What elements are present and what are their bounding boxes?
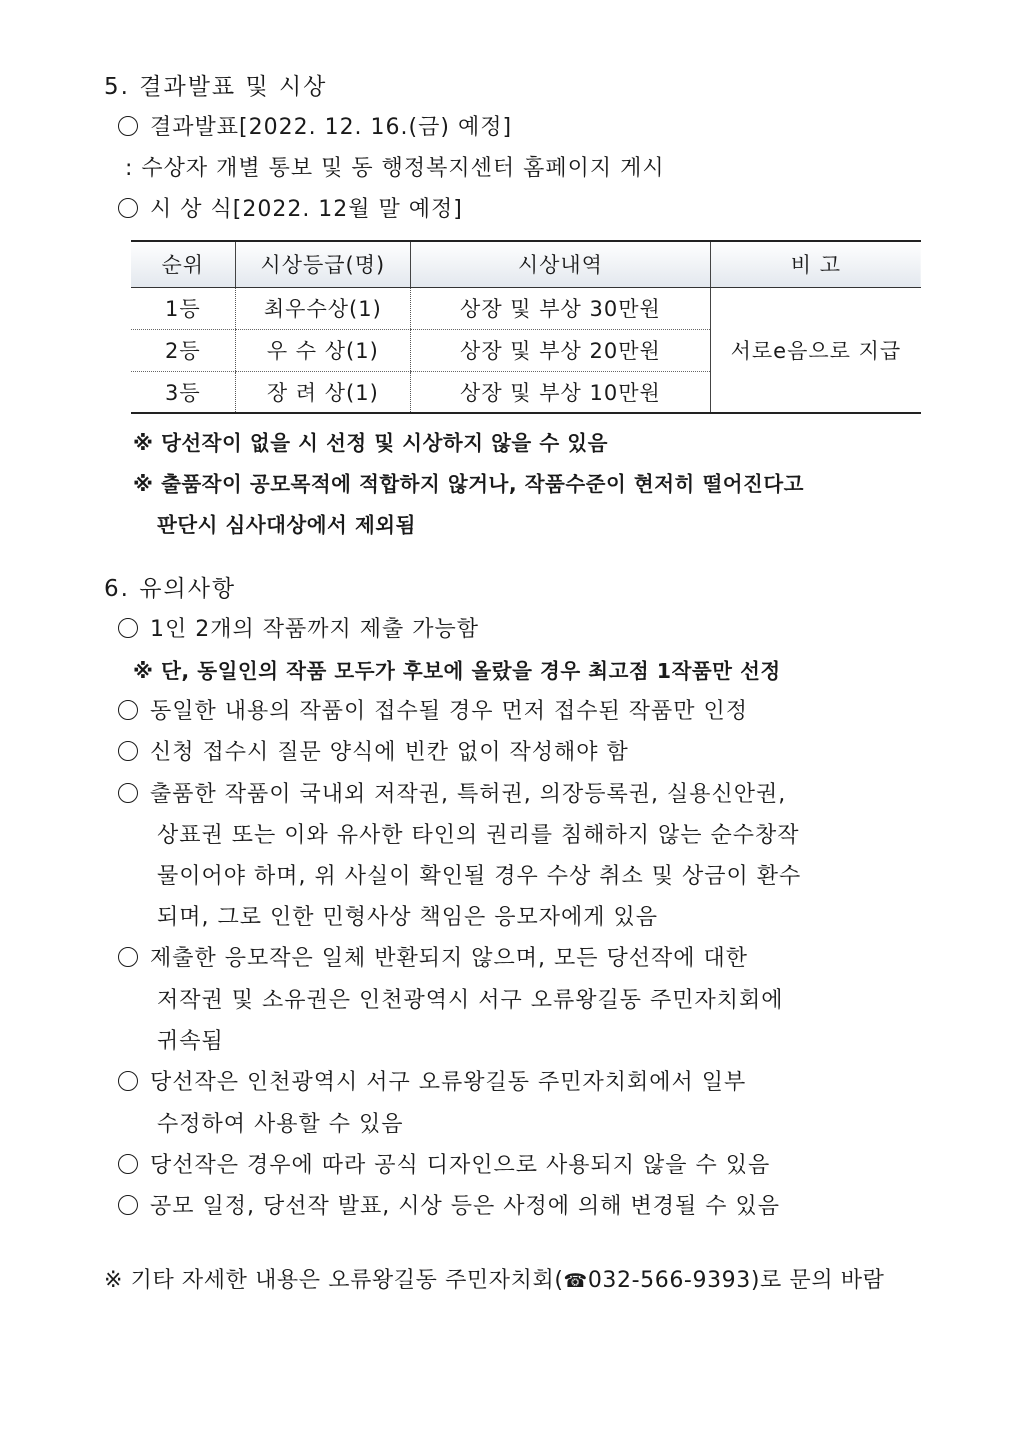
grade-cell: 최우수상(1) bbox=[235, 287, 410, 329]
result-note: : 수상자 개별 통보 및 동 행정복지센터 홈페이지 게시 bbox=[125, 156, 665, 181]
circle-bullet-icon bbox=[118, 618, 138, 638]
section5-heading: 5. 결과발표 및 시상 bbox=[104, 74, 328, 100]
list-item bbox=[118, 697, 748, 727]
footer-suffix: )로 문의 바람 bbox=[750, 1268, 885, 1293]
circle-bullet-icon bbox=[118, 947, 138, 967]
list-item bbox=[118, 780, 786, 810]
footer-prefix: ※ 기타 자세한 내용은 오류왕길동 주민자치회( bbox=[104, 1268, 564, 1293]
circle-bullet-icon bbox=[118, 1154, 138, 1174]
item-text: 당선작은 경우에 따라 공식 디자인으로 사용되지 않을 수 있음 bbox=[150, 1153, 771, 1178]
list-item bbox=[118, 1151, 770, 1181]
item-text: 공모 일정, 당선작 발표, 시상 등은 사정에 의해 변경될 수 있음 bbox=[150, 1194, 780, 1219]
item-text: 당선작은 인천광역시 서구 오류왕길동 주민자치회에서 일부 bbox=[150, 1070, 747, 1095]
item-continuation: 귀속됨 bbox=[157, 1029, 224, 1054]
circle-bullet-icon bbox=[118, 700, 138, 720]
circle-bullet-icon bbox=[118, 783, 138, 803]
grade-cell: 우 수 상(1) bbox=[235, 329, 410, 371]
rank-cell: 3등 bbox=[131, 371, 235, 413]
prize-cell: 상장 및 부상 10만원 bbox=[411, 371, 711, 413]
table-row bbox=[131, 287, 921, 329]
list-item bbox=[118, 944, 748, 974]
rank-cell: 1등 bbox=[131, 287, 235, 329]
list-item bbox=[118, 1192, 780, 1222]
section6-heading: 6. 유의사항 bbox=[104, 576, 237, 602]
note-exclusion-cont: 판단시 심사대상에서 제외됨 bbox=[157, 513, 416, 537]
phone-number: 032-566-9393 bbox=[587, 1268, 751, 1293]
note-duplicate-rule: ※ 단, 동일인의 작품 모두가 후보에 올랐을 경우 최고점 1작품만 선정 bbox=[133, 659, 781, 683]
item-text: 1인 2개의 작품까지 제출 가능함 bbox=[150, 617, 479, 642]
list-item bbox=[118, 1068, 746, 1098]
phone-icon: ☎ bbox=[563, 1270, 588, 1292]
header-grade: 시상등급(명) bbox=[235, 241, 410, 287]
circle-bullet-icon bbox=[118, 116, 138, 136]
rank-cell: 2등 bbox=[131, 329, 235, 371]
result-announcement-item bbox=[118, 113, 512, 143]
item-continuation: 물이어야 하며, 위 사실이 확인될 경우 수상 취소 및 상금이 환수 bbox=[157, 864, 802, 889]
list-item bbox=[118, 615, 479, 645]
item-continuation: 상표권 또는 이와 유사한 타인의 권리를 침해하지 않는 순수창작 bbox=[157, 823, 800, 848]
contact-footer bbox=[104, 1266, 885, 1296]
header-prize: 시상내역 bbox=[411, 241, 711, 287]
ceremony-text: 시 상 식[2022. 12월 말 예정] bbox=[150, 197, 463, 222]
remark-cell: 서로e음으로 지급 bbox=[710, 287, 921, 413]
note-no-winner: ※ 당선작이 없을 시 선정 및 시상하지 않을 수 있음 bbox=[133, 431, 608, 455]
circle-bullet-icon bbox=[118, 741, 138, 761]
circle-bullet-icon bbox=[118, 1071, 138, 1091]
item-text: 제출한 응모작은 일체 반환되지 않으며, 모든 당선작에 대한 bbox=[150, 946, 748, 971]
grade-cell: 장 려 상(1) bbox=[235, 371, 410, 413]
list-item bbox=[118, 738, 629, 768]
item-continuation: 저작권 및 소유권은 인천광역시 서구 오류왕길동 주민자치회에 bbox=[157, 988, 784, 1013]
item-text: 출품한 작품이 국내외 저작권, 특허권, 의장등록권, 실용신안권, bbox=[150, 782, 787, 807]
result-announcement-text: 결과발표[2022. 12. 16.(금) 예정] bbox=[150, 115, 513, 140]
header-remark: 비 고 bbox=[710, 241, 921, 287]
item-text: 신청 접수시 질문 양식에 빈칸 없이 작성해야 함 bbox=[150, 740, 629, 765]
note-exclusion: ※ 출품작이 공모목적에 적합하지 않거나, 작품수준이 현저히 떨어진다고 bbox=[133, 472, 804, 496]
header-rank: 순위 bbox=[131, 241, 235, 287]
award-table-header bbox=[131, 241, 921, 287]
item-continuation: 되며, 그로 인한 민형사상 책임은 응모자에게 있음 bbox=[157, 905, 658, 930]
circle-bullet-icon bbox=[118, 1195, 138, 1215]
item-continuation: 수정하여 사용할 수 있음 bbox=[157, 1112, 404, 1137]
circle-bullet-icon bbox=[118, 198, 138, 218]
prize-cell: 상장 및 부상 20만원 bbox=[411, 329, 711, 371]
prize-cell: 상장 및 부상 30만원 bbox=[411, 287, 711, 329]
award-table bbox=[131, 240, 921, 414]
ceremony-item bbox=[118, 195, 463, 225]
item-text: 동일한 내용의 작품이 접수될 경우 먼저 접수된 작품만 인정 bbox=[150, 699, 748, 724]
